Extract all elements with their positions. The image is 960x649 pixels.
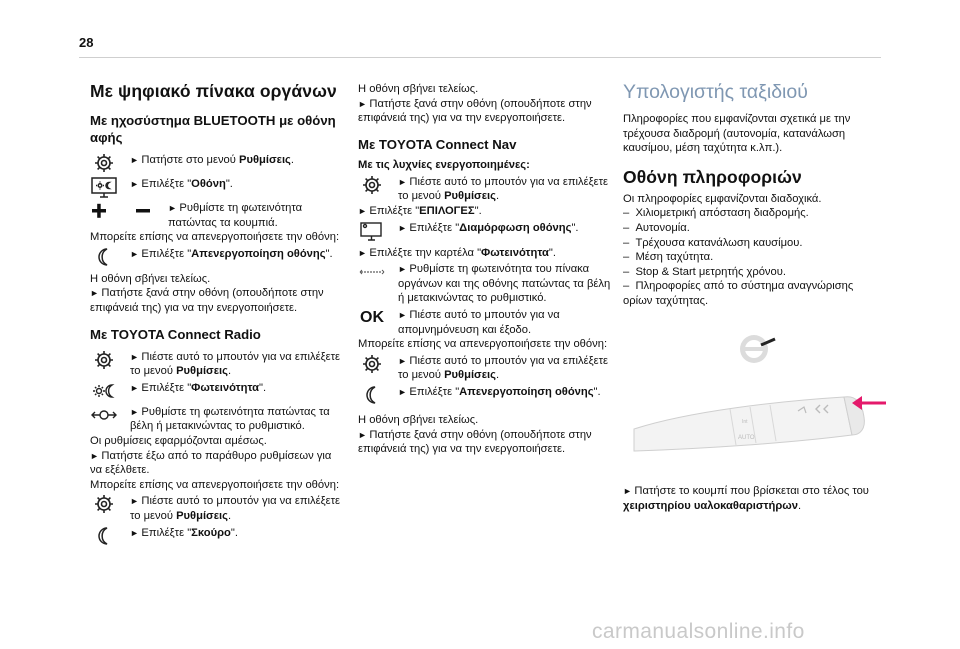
step-punct: . xyxy=(227,509,232,522)
display-settings-icon xyxy=(358,220,386,242)
stalk-body xyxy=(634,397,864,451)
step-punct: ". xyxy=(325,247,333,260)
steering-wheel-icon xyxy=(740,335,775,363)
menu-name: Οθόνη xyxy=(191,178,226,190)
menu-name: Ρυθμίσεις xyxy=(176,365,228,378)
gear-icon xyxy=(90,349,118,371)
body-text: Οι ρυθμίσεις εφαρμόζονται αμέσως. xyxy=(90,434,267,447)
step-text: ► Ρυθμίστε τη φωτεινότητα πατώντας τα κουμπιά. xyxy=(168,199,346,230)
step-punct: ". xyxy=(548,246,557,259)
body-text: Οι πληροφορίες εμφανίζονται διαδοχικά. xyxy=(623,192,822,205)
menu-name: ΕΠΙΛΟΓΕΣ xyxy=(419,204,475,217)
plus-minus-icon xyxy=(90,200,160,222)
slider-dots-icon xyxy=(358,261,386,283)
menu-name: Ρυθμίσεις xyxy=(176,509,228,522)
info-list xyxy=(623,206,885,308)
step-text: Επιλέξτε " xyxy=(141,178,192,190)
header-divider xyxy=(79,57,881,58)
body-text: Μπορείτε επίσης να απενεργοποιήσετε την οθόνη: xyxy=(90,231,340,244)
ok-icon xyxy=(358,307,386,329)
step-punct: ". xyxy=(230,526,238,539)
step-text: ► Πατήστε έξω από το παράθυρο ρυθμίσεων για να εξέλθετε. xyxy=(90,449,346,478)
step-punct: . xyxy=(227,365,232,378)
bt-step-off xyxy=(90,245,346,269)
step-text: Πατήστε στο μενού xyxy=(141,154,240,166)
menu-name: Ρυθμίσεις xyxy=(444,369,496,382)
menu-name: Φωτεινότητα xyxy=(191,381,260,394)
list-item: – Χιλιομετρική απόσταση διαδρομής. xyxy=(623,206,885,221)
radio-step-settings-2 xyxy=(90,492,346,523)
moon-icon xyxy=(358,384,386,406)
step-punct: ". xyxy=(593,385,601,398)
bluetooth-heading: Με ηχοσύστημα BLUETOOTH με οθόνη αφής xyxy=(90,113,336,145)
step-text: Πιέστε αυτό το μπουτόν για να επιλέξετε το μενού xyxy=(398,175,609,203)
radio-heading: Με TOYOTA Connect Radio xyxy=(90,326,261,342)
step-text: ► Πατήστε ξανά στην οθόνη (οπουδήποτε στην επιφάνειά της) για να την ενεργοποιήσετε. xyxy=(358,428,616,457)
menu-name: Απενεργοποίηση οθόνης xyxy=(191,247,326,260)
section-title: Με ψηφιακό πίνακα οργάνων xyxy=(90,81,337,101)
body-text: Η οθόνη σβήνει τελείως. xyxy=(358,83,479,95)
step-punct: ". xyxy=(571,221,579,234)
menu-name: Φωτεινότητα xyxy=(481,246,549,259)
step-text: Πιέστε αυτό το μπουτόν για να επιλέξετε το μενού xyxy=(130,350,341,378)
list-item: – Αυτονομία. xyxy=(623,221,885,236)
step-text: Επιλέξτε " xyxy=(369,204,420,217)
bt-step-settings xyxy=(90,151,346,175)
nav-subheading: Με τις λυχνίες ενεργοποιημένες: xyxy=(358,158,530,171)
gear-icon xyxy=(90,493,118,515)
menu-name: Ρυθμίσεις xyxy=(239,154,291,166)
step-text: Επιλέξτε " xyxy=(141,526,192,539)
body-text: Μπορείτε επίσης να απενεργοποιήσετε την οθόνη: xyxy=(90,478,340,491)
step-punct: . xyxy=(495,369,500,382)
step-text: ► Ρυθμίστε τη φωτεινότητα πατώντας τα βέλη ή μετακινώντας το ρυθμιστικό. xyxy=(130,403,346,434)
radio-step-brightness-tab xyxy=(90,379,346,403)
gear-icon xyxy=(358,353,386,375)
list-item: – Τρέχουσα κατανάλωση καυσίμου. xyxy=(623,236,885,251)
moon-icon xyxy=(90,525,118,547)
radio-step-dark xyxy=(90,524,346,548)
step-text: Πατήστε το κουμπί που βρίσκεται στο τέλος του xyxy=(634,485,869,497)
nav-step-slider xyxy=(358,260,616,306)
step-text: Πιέστε αυτό το μπουτόν για να επιλέξετε το μενού xyxy=(130,495,341,522)
step-punct: ". xyxy=(259,381,267,394)
display-brightness-icon xyxy=(90,176,118,198)
step-text: Επιλέξτε την καρτέλα " xyxy=(369,246,482,259)
moon-icon xyxy=(90,246,118,268)
bt-step-brightness xyxy=(90,199,346,230)
gear-icon xyxy=(90,152,118,174)
step-punct: . xyxy=(290,154,294,166)
stalk-instruction xyxy=(623,484,885,513)
auto-label: AUTO xyxy=(738,435,755,441)
step-text: Επιλέξτε " xyxy=(409,221,460,234)
menu-name: Σκούρο xyxy=(191,526,231,539)
menu-name: Απενεργοποίηση οθόνης xyxy=(459,385,594,398)
list-item: – Μέση ταχύτητα. xyxy=(623,250,885,265)
body-text: Μπορείτε επίσης να απενεργοποιήσετε την οθόνη: xyxy=(358,338,608,351)
nav-step-ok xyxy=(358,306,616,337)
step-text: ► Ρυθμίστε τη φωτεινότητα του πίνακα οργάνων και της οθόνης πατώντας τα βέλη ή μετακινώντας το ρυθμιστικό. xyxy=(398,260,616,306)
step-punct: . xyxy=(797,499,802,512)
nav-step-display-config xyxy=(358,219,616,243)
body-text: Πληροφορίες που εμφανίζονται σχετικά με την τρέχουσα διαδρομή (αυτονομία, κατανάλωση καυσίμου, μέση ταχύτητα κ.λπ.). xyxy=(623,113,851,155)
footer-watermark: carmanualsonline.info xyxy=(592,620,805,643)
nav-step-off xyxy=(358,383,616,407)
step-text: ► Πιέστε αυτό το μπουτόν για να απομνημόνευση και έξοδο. xyxy=(398,306,616,337)
step-text: Επιλέξτε " xyxy=(141,381,192,394)
slider-arrows-icon xyxy=(90,404,118,426)
trip-computer-title: Υπολογιστής ταξιδιού xyxy=(623,81,808,103)
nav-step-settings xyxy=(358,173,616,204)
menu-name: Διαμόρφωση οθόνης xyxy=(459,221,572,234)
menu-name: Ρυθμίσεις xyxy=(444,190,496,203)
step-text: Επιλέξτε " xyxy=(409,385,460,398)
list-item: – Stop & Start μετρητής χρόνου. xyxy=(623,265,885,280)
radio-step-settings xyxy=(90,348,346,379)
body-text: Η οθόνη σβήνει τελείως. xyxy=(358,413,479,426)
bt-step-display xyxy=(90,175,346,199)
page-number: 28 xyxy=(79,35,94,50)
brightness-icon xyxy=(90,380,118,402)
info-display-heading: Οθόνη πληροφοριών xyxy=(623,166,802,187)
ok-label: OK xyxy=(360,308,384,326)
nav-heading: Με TOYOTA Connect Nav xyxy=(358,136,517,152)
step-text: ► Πατήστε ξανά στην οθόνη (οπουδήποτε στην επιφάνειά της) για να την ενεργοποιήσετε. xyxy=(90,286,346,315)
list-item: – Πληροφορίες από το σύστημα αναγνώρισης ορίων ταχύτητας. xyxy=(623,279,885,308)
wiper-stalk-illustration xyxy=(630,325,888,465)
step-text: Πιέστε αυτό το μπουτόν για να επιλέξετε το μενού xyxy=(398,354,609,382)
step-punct: . xyxy=(495,190,500,203)
step-punct: ". xyxy=(474,204,482,217)
column-3 xyxy=(623,80,885,309)
column-2 xyxy=(358,82,616,457)
gear-icon xyxy=(358,174,386,196)
step-punct: ". xyxy=(225,178,233,190)
column-1 xyxy=(90,80,346,548)
step-text: ► Πατήστε ξανά στην οθόνη (οπουδήποτε στην επιφάνειά της) για να την ενεργοποιήσετε. xyxy=(358,97,616,126)
radio-step-slider xyxy=(90,403,346,434)
int-label: Int xyxy=(742,419,748,425)
menu-name: χειριστηρίου υαλοκαθαριστήρων xyxy=(623,499,798,512)
step-text: Επιλέξτε " xyxy=(141,247,192,260)
body-text: Η οθόνη σβήνει τελείως. xyxy=(90,272,211,285)
nav-step-settings-2 xyxy=(358,352,616,383)
